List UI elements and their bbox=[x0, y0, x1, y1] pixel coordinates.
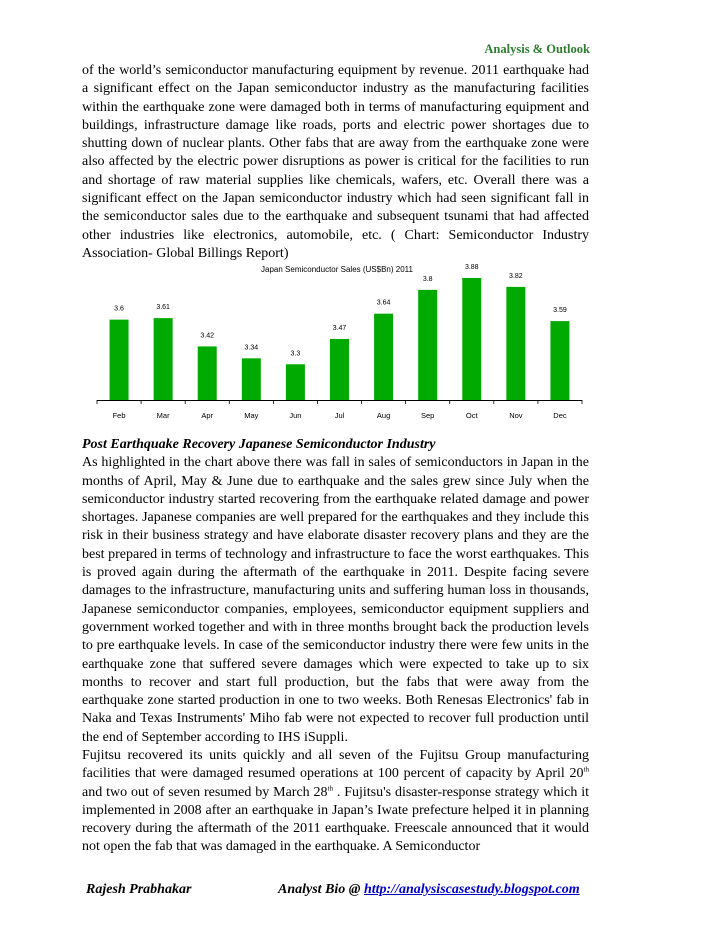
x-tick-label-nov: Nov bbox=[509, 411, 523, 420]
bar-jul bbox=[330, 339, 349, 400]
bar-nov bbox=[506, 287, 525, 400]
x-tick-label-dec: Dec bbox=[553, 411, 567, 420]
x-tick-label-aug: Aug bbox=[376, 411, 391, 420]
header-title: Analysis & Outlook bbox=[484, 42, 590, 56]
x-tick-label-jul: Jul bbox=[334, 411, 345, 420]
data-label-nov: 3.82 bbox=[509, 272, 523, 280]
chart-title: Japan Semiconductor Sales (US$Bn) 2011 bbox=[261, 265, 413, 274]
section-body: As highlighted in the chart above there was fall in sales of semiconductors in Japan in the months of April, May & June due to earthquake and the sales grew since July when the semiconductor industry started recovering from the earthquake related damage and power shortages. Japanese companies are well prepared for the earthquakes and they include this risk in their business strategy and have elaborate disaster recovery plans and they are the best prepared in terms of technology and infrastructure to face the worst earthquakes. This is proved again during the aftermath of the earthquake in 2011. Despite facing severe damages to the infrastructure, manufacturing units and suffering human loss in thousands, Japanese semiconductor companies, employees, semiconductor equipment suppliers and government worked together and with in three months brought back the production levels to pre earthquake levels. In case of the semiconductor industry there were few units in the earthquake zone that suffered severe damages which were expected to take up to six months to recover and start full production, but the fabs that were away from the earthquake zone started production in one to two weeks. Both Renesas Electronics' fab in Naka and Texas Instruments' Miho fab were not expected to recover full production until the end of September according to IHS iSuppli. bbox=[82, 455, 589, 745]
bar-oct bbox=[462, 278, 481, 400]
fujitsu-text-2: and two out of seven resumed by March 28 bbox=[82, 784, 328, 800]
x-tick-label-mar: Mar bbox=[156, 411, 170, 420]
data-label-aug: 3.64 bbox=[376, 299, 391, 307]
x-tick-label-feb: Feb bbox=[112, 411, 126, 420]
x-tick-label-oct: Oct bbox=[465, 411, 478, 420]
data-label-sep: 3.8 bbox=[422, 275, 433, 283]
x-tick-label-may: May bbox=[244, 411, 259, 420]
intro-paragraph: of the world’s semiconductor manufacturing equipment by revenue. 2011 earthquake had a significant effect on the Japan semiconductor industry as the manufacturing facilities within the earthquake zone were damaged both in terms of manufacturing equipment and buildings, infrastructure damage like roads, ports and electric power shortages due to shutting down of nuclear plants. Other fabs that are away from the earthquake zone were also affected by the electric power disruptions as power is critical for the facilities to run and shortage of raw material supplies like chemicals, wafers, etc. Overall there was a significant effect on the Japan semiconductor industry which had seen significant fall in the semiconductor sales due to the earthquake and subsequent tsunami that had affected other industries like electronics, automobile, etc. ( Chart: Semiconductor Industry Association- Global Billings Report) bbox=[82, 63, 589, 261]
blog-link[interactable]: http://analysiscasestudy.blogspot.com bbox=[363, 882, 580, 897]
bar-sep bbox=[418, 290, 437, 400]
superscript-th-2: th bbox=[327, 783, 333, 792]
footer-bio bbox=[278, 882, 580, 898]
data-label-dec: 3.59 bbox=[553, 307, 567, 315]
data-label-may: 3.34 bbox=[244, 344, 259, 352]
section-title: Post Earthquake Recovery Japanese Semiconductor Industry bbox=[82, 437, 436, 452]
data-label-feb: 3.6 bbox=[114, 305, 124, 313]
bar-apr bbox=[198, 346, 217, 400]
x-tick-label-apr: Apr bbox=[201, 411, 214, 420]
bar-may bbox=[242, 358, 261, 400]
bar-jun bbox=[286, 364, 305, 400]
footer-bio-prefix: Analyst Bio @ bbox=[278, 882, 364, 897]
superscript-th-1: th bbox=[583, 765, 589, 774]
x-tick-label-sep: Sep bbox=[421, 411, 435, 420]
data-label-jun: 3.3 bbox=[290, 350, 301, 358]
fujitsu-paragraph bbox=[82, 747, 589, 857]
data-label-apr: 3.42 bbox=[200, 332, 215, 340]
x-tick-label-jun: Jun bbox=[289, 411, 302, 420]
data-label-jul: 3.47 bbox=[332, 324, 347, 332]
sales-bar-chart bbox=[82, 264, 592, 426]
bar-feb bbox=[110, 320, 129, 400]
recovery-section bbox=[82, 436, 589, 747]
bar-aug bbox=[374, 314, 393, 400]
bar-dec bbox=[550, 321, 569, 400]
data-label-oct: 3.88 bbox=[464, 264, 479, 271]
data-label-mar: 3.61 bbox=[156, 304, 170, 312]
fujitsu-text-3: . Fujitsu's disaster-response strategy which it implemented in 2008 after an earthquake in Japan’s Iwate prefecture helped it in planning recovery during the aftermath of the 2011 earthquake. Freescale announced that it would not open the fab that was damaged in the earthquake. A Semiconductor bbox=[82, 784, 589, 855]
footer-author: Rajesh Prabhakar bbox=[86, 882, 192, 897]
fujitsu-text-1: Fujitsu recovered its units quickly and all seven of the Fujitsu Group manufacturing facilities that were damaged resumed operations at 100 percent of capacity by April 20 bbox=[82, 748, 589, 782]
bar-mar bbox=[154, 318, 173, 400]
